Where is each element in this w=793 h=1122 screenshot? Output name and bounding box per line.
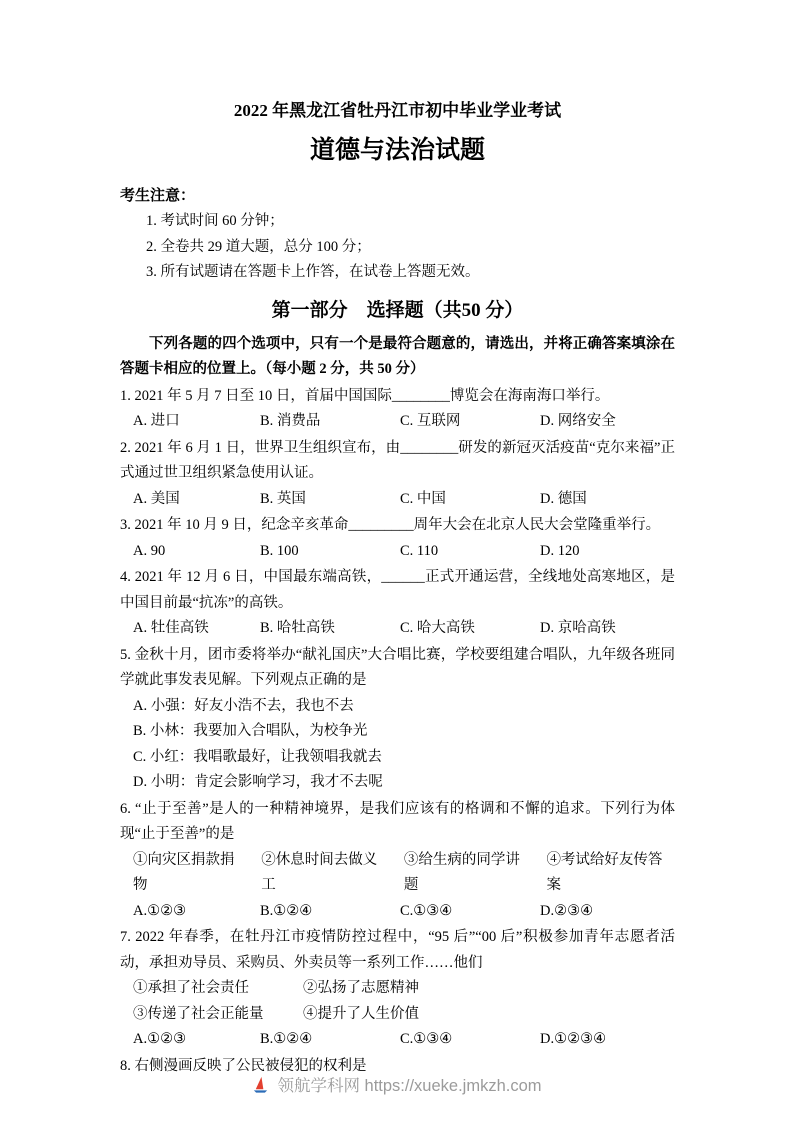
- question-4-options-row: [120, 616, 675, 642]
- notice-heading: 考生注意：: [120, 188, 196, 204]
- question-2-options-row: [120, 487, 675, 513]
- option-c: C. 110: [400, 542, 439, 559]
- option-b: B. 消费品: [260, 413, 321, 429]
- question-5-stem: 5. 金秋十月，团市委将举办“献礼国庆”大合唱比赛，学校要组建合唱队，九年级各班同学就此事发表见解。下列观点正确的是: [120, 646, 675, 688]
- item-1: ①承担了社会责任: [133, 980, 249, 996]
- watermark-footer: [0, 1072, 793, 1096]
- option-d: D. 120: [540, 542, 580, 559]
- question-3-stem: 3. 2021 年 10 月 9 日，纪念辛亥革命_________周年大会在北京人民大会堂隆重举行。: [120, 517, 661, 533]
- item-4: ④考试给好友传答案: [546, 851, 663, 893]
- question-8-stem: 8. 右侧漫画反映了公民被侵犯的权利是: [120, 1057, 367, 1074]
- question-1-options-row: [120, 409, 675, 435]
- question-2-stem: 2. 2021 年 6 月 1 日，世界卫生组织宣布，由________研发的新冠灭活疫苗“克尔来福”正式通过世卫组织紧急使用认证。: [120, 439, 675, 481]
- question-1: [120, 384, 675, 435]
- notice-item-2: 2. 全卷共 29 道大题，总分 100 分；: [146, 238, 371, 255]
- notice-item-3: 3. 所有试题请在答题卡上作答，在试卷上答题无效。: [146, 264, 480, 280]
- notice-item-1: 1. 考试时间 60 分钟；: [146, 213, 284, 229]
- option-c: C.①③④: [400, 902, 453, 919]
- option-d: D. 京哈高铁: [540, 620, 616, 636]
- option-a: A. 小强：好友小浩不去，我也不去: [133, 697, 354, 714]
- option-c: C. 小红：我唱歌最好，让我领唱我就去: [133, 748, 382, 765]
- item-1: ①向灾区捐款捐物: [133, 851, 235, 893]
- option-c: C. 哈大高铁: [400, 620, 475, 636]
- option-b: B. 哈牡高铁: [260, 620, 335, 636]
- option-d: D. 网络安全: [540, 413, 616, 429]
- question-3: [120, 513, 675, 564]
- item-3: ③给生病的同学讲题: [403, 851, 520, 893]
- question-7-options-row: [120, 1027, 675, 1053]
- option-c: C. 互联网: [400, 413, 461, 429]
- question-4-stem: 4. 2021 年 12 月 6 日，中国最东端高铁，______正式开通运营，全线地处高寒地区，是中国目前最“抗冻”的高铁。: [120, 569, 675, 611]
- question-7-items-row-2: [120, 1002, 675, 1028]
- option-d: D. 小明：肯定会影响学习，我才不去呢: [133, 774, 383, 790]
- question-5: [120, 643, 675, 796]
- exam-session-title: 2022 年黑龙江省牡丹江市初中毕业学业考试: [233, 101, 562, 120]
- question-4: [120, 565, 675, 642]
- option-d: D.①②③④: [540, 1031, 607, 1047]
- option-a: A. 美国: [133, 490, 180, 507]
- option-b: B.①②④: [260, 1031, 313, 1047]
- option-c: C. 中国: [400, 490, 446, 507]
- watermark-text: 领航学科网 https://xueke.jmkzh.com: [277, 1077, 542, 1095]
- item-4: ④提升了人生价值: [303, 1005, 419, 1022]
- item-3: ③传递了社会正能量: [133, 1005, 264, 1022]
- option-a: A.①②③: [133, 902, 187, 919]
- question-2: [120, 436, 675, 513]
- option-c: C.①③④: [400, 1031, 453, 1047]
- option-b: B. 100: [260, 542, 299, 559]
- option-a: A. 90: [133, 542, 166, 559]
- question-6-options-row: [120, 899, 675, 925]
- question-6: [120, 797, 675, 925]
- section-instructions: 下列各题的四个选项中，只有一个是最符合题意的，请选出，并将正确答案填涂在答题卡相应的位置上。（每小题 2 分，共 50 分）: [120, 335, 675, 377]
- option-b: B.①②④: [260, 902, 313, 919]
- section-title: 第一部分 选择题（共50 分）: [271, 299, 524, 321]
- question-7-stem: 7. 2022 年春季，在牡丹江市疫情防控过程中，“95 后”“00 后”积极参加青年志愿者活动，承担劝导员、采购员、外卖员等一系列工作……他们: [120, 929, 675, 971]
- question-6-stem: 6. “止于至善”是人的一种精神境界，是我们应该有的格调和不懈的追求。下列行为体现“止于至善”的是: [120, 800, 675, 842]
- item-2: ②休息时间去做义工: [261, 851, 378, 893]
- item-2: ②弘扬了志愿精神: [303, 980, 419, 996]
- option-d: D.②③④: [540, 902, 594, 919]
- option-a: A. 牡佳高铁: [133, 620, 209, 636]
- option-a: A. 进口: [133, 413, 180, 429]
- question-7-items-row-1: [120, 976, 675, 1002]
- site-logo-icon: [251, 1075, 270, 1094]
- option-b: B. 小林：我要加入合唱队，为校争光: [133, 723, 368, 739]
- exam-subject-title: 道德与法治试题: [309, 137, 485, 164]
- question-3-options-row: [120, 539, 675, 565]
- question-7: [120, 925, 675, 1053]
- option-b: B. 英国: [260, 490, 306, 507]
- question-1-stem: 1. 2021 年 5 月 7 日至 10 日，首届中国国际________博览会在海南海口举行。: [120, 387, 610, 404]
- option-d: D. 德国: [540, 490, 587, 507]
- question-6-items-row: [120, 848, 675, 899]
- option-a: A.①②③: [133, 1031, 187, 1047]
